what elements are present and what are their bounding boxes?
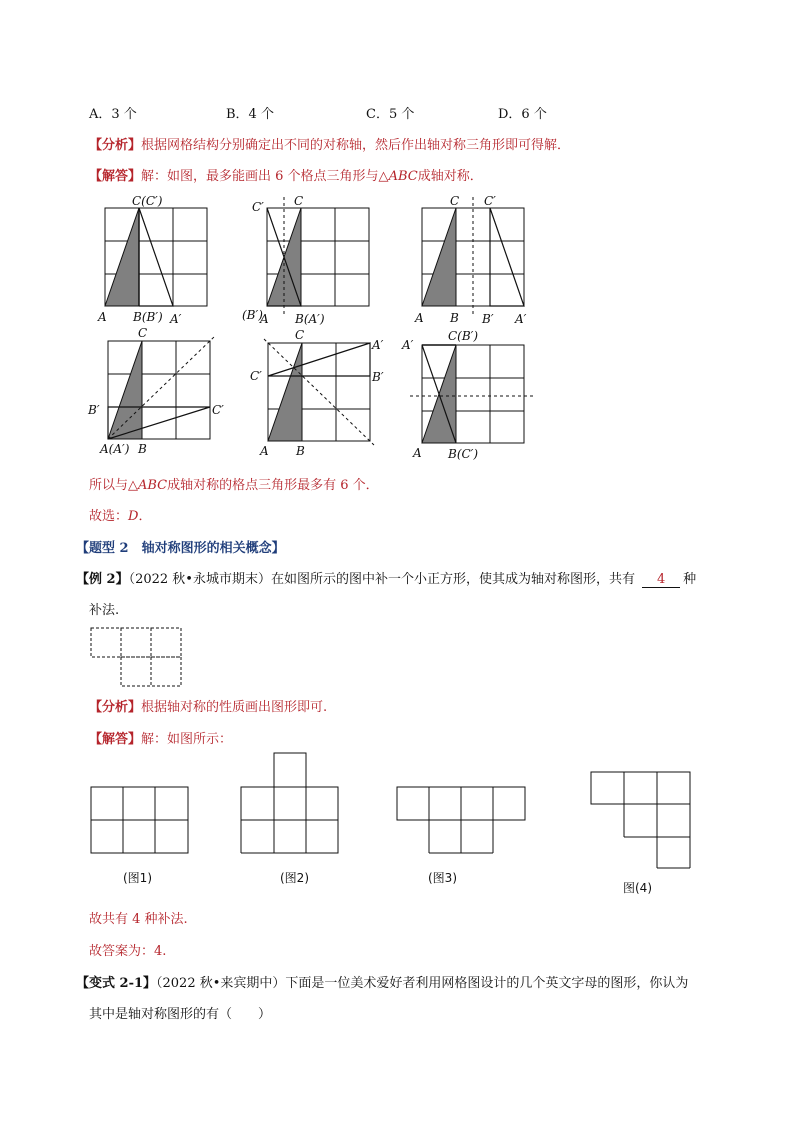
option-d: D．6 个 bbox=[498, 107, 547, 122]
choice-1 bbox=[89, 505, 151, 524]
option-b: B．4 个 bbox=[226, 107, 274, 122]
label-a: A bbox=[260, 312, 269, 326]
example-answer-blank: 4 bbox=[642, 572, 680, 588]
example-tag: 【例 2】 bbox=[76, 572, 129, 587]
solution-figure-3 bbox=[396, 786, 528, 856]
label-b-prime: B′ bbox=[88, 403, 100, 417]
label-b: B(B′) bbox=[133, 310, 163, 324]
answer-prefix: 解：如图，最多能画出 6 个格点三角形与△ bbox=[141, 169, 389, 184]
label-a: A bbox=[260, 444, 269, 458]
label-c: C bbox=[450, 194, 460, 208]
caption-4: 图(4) bbox=[623, 881, 652, 895]
label-b-prime: (B′) bbox=[242, 308, 263, 322]
summary-line-1: 故共有 4 种补法. bbox=[89, 912, 188, 927]
answer-text: 解：如图所示： bbox=[141, 732, 233, 747]
abc-label: ABC bbox=[138, 478, 168, 493]
analysis-text: 根据轴对称的性质画出图形即可. bbox=[141, 700, 328, 715]
label-a: A bbox=[413, 446, 422, 460]
label-a: A bbox=[415, 311, 424, 325]
answer-tag: 【解答】 bbox=[89, 169, 142, 184]
label-c-prime: C′ bbox=[212, 403, 224, 417]
figure-2 bbox=[242, 194, 382, 326]
topic-heading: 【题型 2 轴对称图形的相关概念】 bbox=[76, 541, 285, 556]
label-a-prime: A′ bbox=[170, 312, 182, 326]
label-a-prime: A′ bbox=[515, 312, 527, 326]
label-a-prime: A′ bbox=[372, 338, 384, 352]
option-c: C．5 个 bbox=[366, 107, 415, 122]
label-b: B bbox=[296, 444, 305, 458]
example-dashed-shape bbox=[90, 627, 185, 689]
answer-suffix: 成轴对称． bbox=[417, 169, 483, 184]
label-b-prime: B′ bbox=[372, 370, 384, 384]
figure-3 bbox=[412, 195, 542, 325]
label-b: B bbox=[450, 311, 459, 325]
conclusion-suffix: 成轴对称的格点三角形最多有 6 个． bbox=[167, 478, 379, 493]
summary-line-2: 故答案为：4. bbox=[89, 944, 167, 959]
label-b: B(A′) bbox=[295, 312, 325, 326]
answer-tag: 【解答】 bbox=[89, 732, 142, 747]
label-c-prime: C′ bbox=[252, 200, 264, 214]
label-b-prime: B′ bbox=[482, 312, 494, 326]
figure-6 bbox=[400, 325, 540, 465]
choice-end: ． bbox=[138, 509, 152, 524]
label-a: A(A′) bbox=[100, 442, 130, 456]
analysis-tag: 【分析】 bbox=[89, 138, 142, 153]
caption-1: (图1) bbox=[123, 871, 152, 885]
conclusion-1 bbox=[89, 474, 379, 493]
caption-2: (图2) bbox=[280, 871, 309, 885]
example-text: （2022 秋•永城市期末）在如图所示的图中补一个小正方形，使其成为轴对称图形，共有 bbox=[128, 572, 635, 587]
example-2-line1 bbox=[76, 568, 696, 588]
label-c: C bbox=[138, 326, 148, 340]
figure-5 bbox=[250, 325, 395, 460]
analysis-tag: 【分析】 bbox=[89, 700, 142, 715]
label-c: C(C′) bbox=[132, 194, 163, 208]
label-c: C bbox=[294, 194, 304, 208]
example-2-line2: 补法. bbox=[89, 603, 120, 618]
label-c-prime: C′ bbox=[250, 369, 262, 383]
variant-line2: 其中是轴对称图形的有（ ） bbox=[89, 1007, 272, 1022]
solution-figure-1 bbox=[90, 786, 190, 856]
figure-4 bbox=[88, 325, 228, 460]
solution-figure-2 bbox=[240, 752, 340, 857]
label-c: C bbox=[295, 328, 305, 342]
answer-2 bbox=[89, 728, 232, 747]
label-c-prime: C′ bbox=[484, 194, 496, 208]
variant-tag: 【变式 2-1】 bbox=[76, 976, 157, 991]
choice-value: D bbox=[128, 509, 139, 524]
label-a: A bbox=[98, 310, 107, 324]
caption-3: (图3) bbox=[428, 871, 457, 885]
label-b: B bbox=[138, 442, 147, 456]
option-a: A．3 个 bbox=[89, 107, 137, 122]
label-a-prime: A′ bbox=[402, 338, 414, 352]
analysis-text: 根据网格结构分别确定出不同的对称轴，然后作出轴对称三角形即可得解． bbox=[141, 138, 571, 153]
solution-figure-4 bbox=[590, 771, 695, 871]
variant-text: （2022 秋•来宾期中）下面是一位美术爱好者利用网格图设计的几个英文字母的图形，你认为 bbox=[156, 976, 689, 991]
label-c: C(B′) bbox=[448, 329, 479, 343]
analysis-2 bbox=[89, 696, 327, 715]
abc-label: ABC bbox=[388, 169, 418, 184]
analysis-1 bbox=[89, 134, 570, 153]
figure-1 bbox=[100, 195, 210, 325]
choice-text: 故选： bbox=[89, 509, 129, 524]
variant-line1 bbox=[76, 972, 688, 991]
example-unit: 种 bbox=[683, 572, 697, 587]
label-b: B(C′) bbox=[448, 447, 479, 461]
conclusion-prefix: 所以与△ bbox=[89, 478, 138, 493]
answer-1 bbox=[89, 165, 483, 184]
